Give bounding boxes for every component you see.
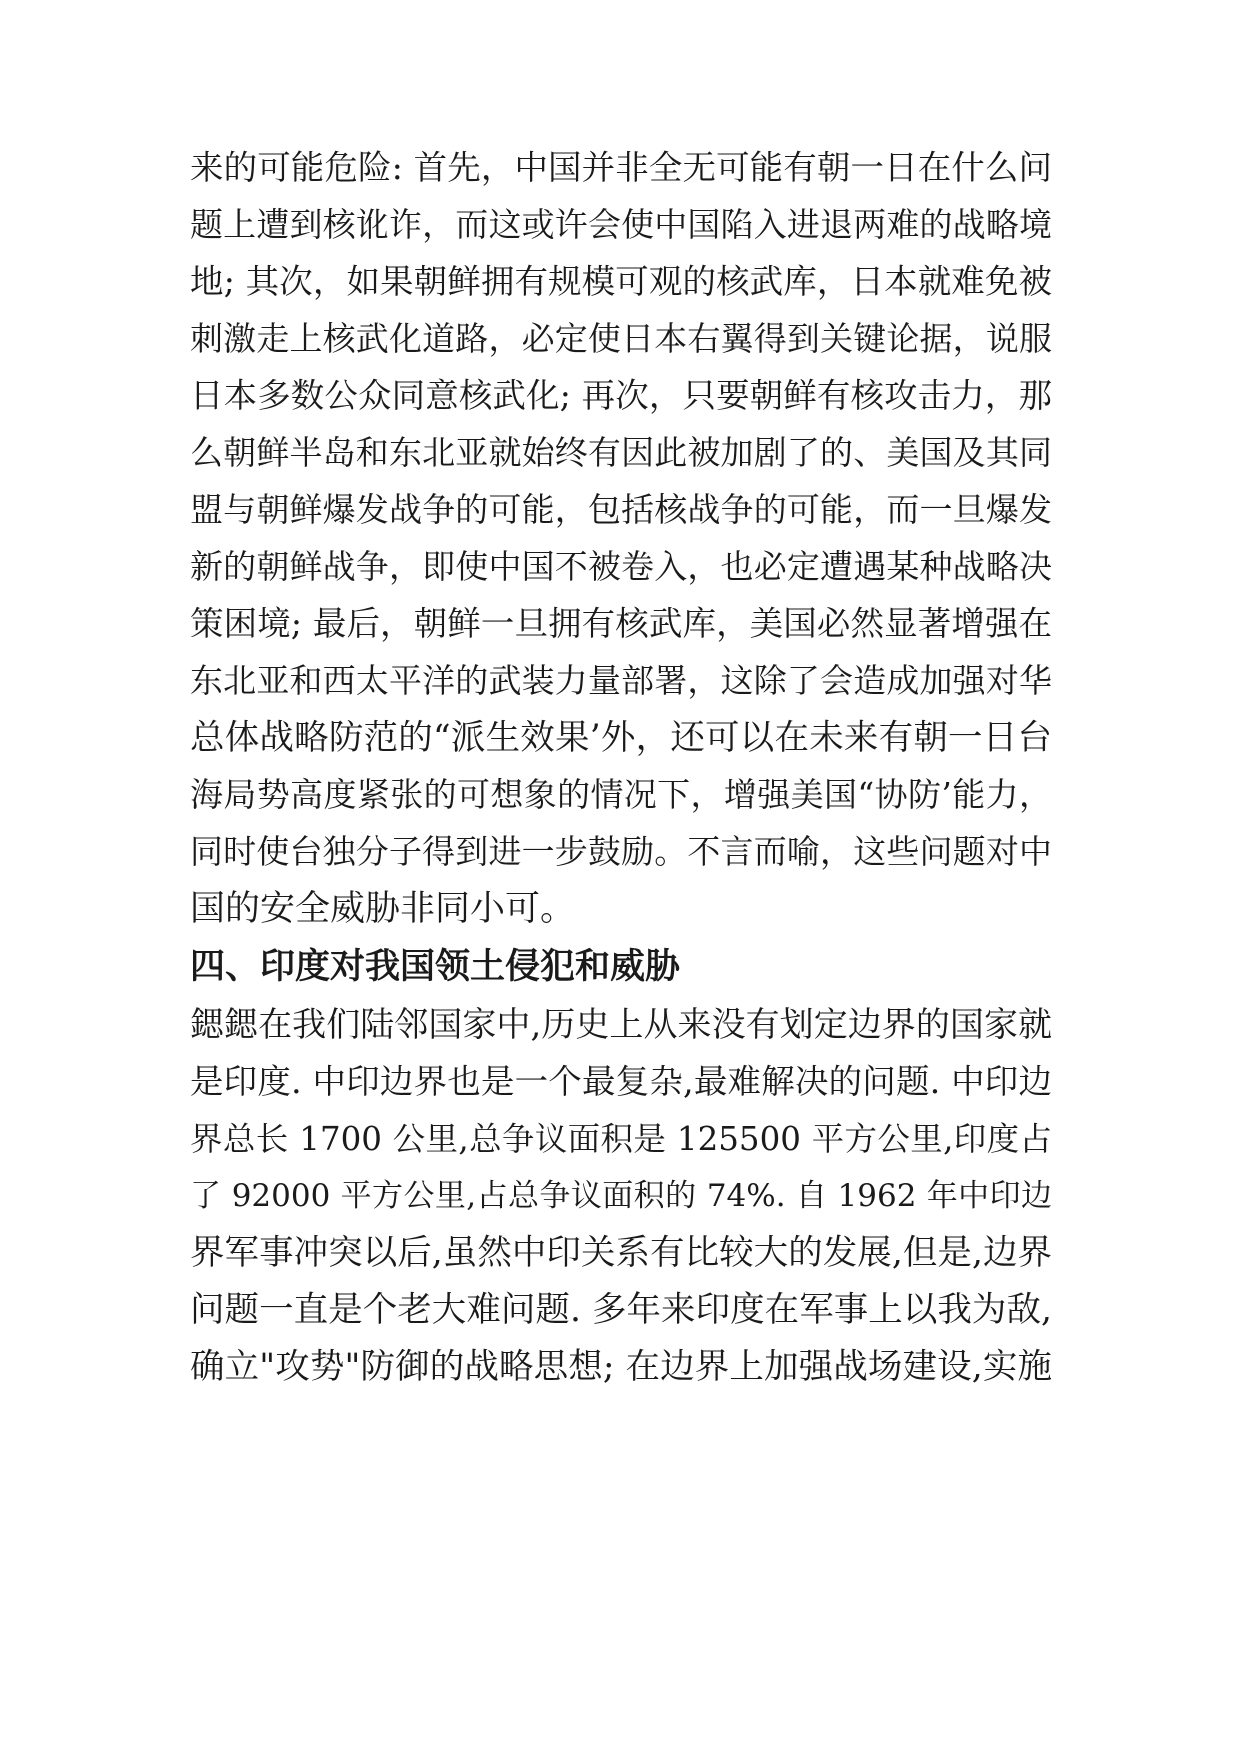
paragraph-line: 策困境; 最后，朝鲜一旦拥有核武库，美国必然显著增强在 bbox=[190, 604, 1052, 643]
paragraph-line: 界军事冲突以后,虽然中印关系有比较大的发展,但是,边界 bbox=[190, 1233, 1052, 1273]
paragraph-line: 来的可能危险: 首先，中国并非全无可能有朝一日在什么问 bbox=[190, 148, 1052, 187]
paragraph-line: 了 92000 平方公里,占总争议面积的 74%. 自 1962 年中印边 bbox=[190, 1178, 1052, 1214]
paragraph-line: 盟与朝鲜爆发战争的可能，包括核战争的可能，而一旦爆发 bbox=[190, 490, 1052, 529]
paragraph-line: 同时使台独分子得到进一步鼓励。不言而喻，这些问题对中 bbox=[190, 832, 1052, 871]
paragraph-line: 东北亚和西太平洋的武装力量部署，这除了会造成加强对华 bbox=[190, 661, 1052, 700]
paragraph-line: 确立"攻势"防御的战略思想; 在边界上加强战场建设,实施 bbox=[190, 1347, 1052, 1387]
paragraph-line: 界总长 1700 公里,总争议面积是 125500 平方公里,印度占 bbox=[190, 1120, 1052, 1158]
paragraph-line: 日本多数公众同意核武化; 再次，只要朝鲜有核攻击力，那 bbox=[190, 376, 1052, 415]
paragraph-line: 问题一直是个老大难问题. 多年来印度在军事上以我为敌, bbox=[190, 1290, 1052, 1330]
paragraph-line: 么朝鲜半岛和东北亚就始终有因此被加剧了的、美国及其同 bbox=[190, 433, 1052, 472]
paragraph-line: 刺激走上核武化道路，必定使日本右翼得到关键论据，说服 bbox=[190, 319, 1052, 358]
paragraph-line: 题上遭到核讹诈，而这或许会使中国陷入进退两难的战略境 bbox=[190, 205, 1052, 244]
paragraph-line: 总体战略防范的“派生效果’外，还可以在未来有朝一日台 bbox=[190, 718, 1052, 758]
paragraph-line: 鍶鍶在我们陆邻国家中,历史上从来没有划定边界的国家就 bbox=[190, 1005, 1052, 1045]
paragraph-line: 新的朝鲜战争，即使中国不被卷入，也必定遭遇某种战略决 bbox=[190, 547, 1052, 586]
paragraph-line: 国的安全威胁非同小可。 bbox=[190, 889, 576, 929]
paragraph-line: 地; 其次，如果朝鲜拥有规模可观的核武库，日本就难免被 bbox=[190, 262, 1052, 301]
paragraph-line: 是印度. 中印边界也是一个最复杂,最难解决的问题. 中印边 bbox=[190, 1062, 1052, 1101]
section-heading: 四、印度对我国领土侵犯和威胁 bbox=[190, 946, 681, 987]
paragraph-line: 海局势高度紧张的可想象的情况下，增强美国“协防’能力， bbox=[190, 775, 1052, 814]
